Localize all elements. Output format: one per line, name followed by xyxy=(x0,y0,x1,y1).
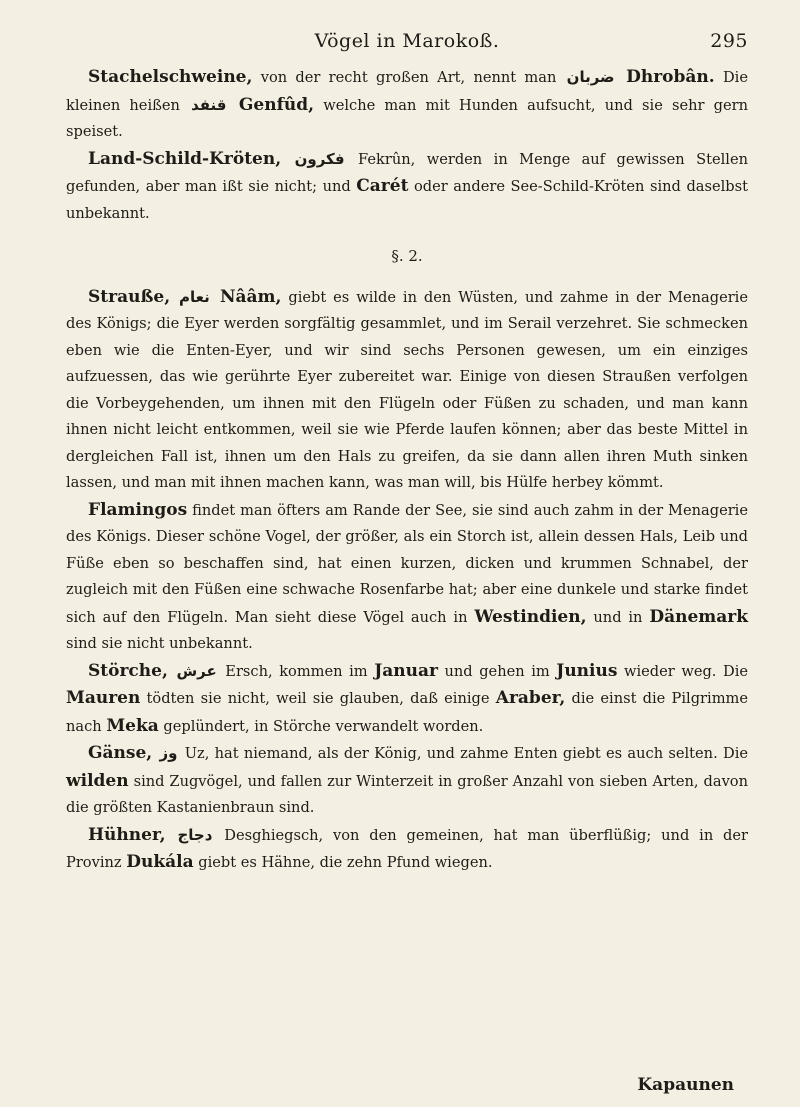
arabic-term: عرش xyxy=(176,661,217,680)
text-run: Die kleinen heißen xyxy=(66,69,748,114)
text-run: sind Zugvögel, und fallen zur Winterzeit in großer Anzahl von sieben Arten, davon die größten Kastanienbraun sind. xyxy=(66,772,748,816)
text-run: wieder weg. Die xyxy=(617,662,749,680)
arabic-term: وز xyxy=(159,744,178,762)
running-header xyxy=(66,30,748,64)
keyword: Carét xyxy=(356,176,409,196)
text-run: die einst die Pilgrimme nach xyxy=(66,690,749,735)
text-run: geplündert, in Störche verwandelt worden. xyxy=(158,717,484,735)
text-run: Desghiegsch, von den gemeinen, hat man überflüßig; und in der Provinz xyxy=(66,826,749,871)
keyword: Hühner, xyxy=(88,824,166,845)
text-run: und gehen im xyxy=(437,662,557,680)
keyword: Flamingos xyxy=(88,499,188,520)
text-run: sind sie nicht unbekannt. xyxy=(66,635,253,652)
keyword: Gänse, xyxy=(88,743,153,763)
page-title: Vögel in Marokoß. xyxy=(314,30,500,52)
keyword: wilden xyxy=(66,770,129,791)
catchword: Kapaunen xyxy=(637,1075,734,1095)
text-run xyxy=(166,827,176,844)
keyword: Mauren xyxy=(66,688,141,708)
paragraph-stoerche xyxy=(66,658,748,741)
text-run: giebt es wilde in den Wüsten, und zahme in der Menagerie des Königs; die Eyer werden sorgfältig gesammlet, und im Serail verzehret. Sie schmecken eben wie die Enten-Eyer, und wir sind sechs Personen gewesen, um ein einziges aufzuessen, das wie gerührte Eyer zubereitet war. Einige von diesen Straußen verfolgen die Vorbeygehenden, um ihnen mit den Flügeln oder Füßen zu schaden, und man kann ihnen nicht leicht entkommen, weil sie wie Pferde laufen können; aber das beste Mittel in dergleichen Fall ist, ihnen um den Hals zu greifen, da sie dann allen ihren Muth sinken lassen, und man mit ihnen machen kann, was man will, bis Hülfe herbey kömmt. xyxy=(66,288,748,491)
keyword: Stachelschweine, xyxy=(88,67,253,87)
body-text xyxy=(66,64,748,877)
arabic-term: ضربان xyxy=(566,68,615,86)
text-run: findet man öfters am Rande der See, sie sind auch zahm in der Menagerie des Königs. Dieser schöne Vogel, der größer, als ein Storch ist, allein dessen Hals, Leib und Füße eben so beschaffen sind, hat einen kurzen, dicken und krummen Schnabel, der zugleich mit den Füßen eine schwache Rosenfarbe hat; aber eine dunkele und starke findet sich auf den Flügeln. Man sieht diese Vögel auch in xyxy=(66,501,748,626)
text-run: und in xyxy=(586,608,650,626)
keyword: Genfûd, xyxy=(228,94,315,115)
text-run xyxy=(281,151,292,168)
paragraph-huehner xyxy=(66,822,748,877)
keyword: Araber, xyxy=(495,688,566,708)
text-run: Ersch, kommen im xyxy=(218,662,375,680)
arabic-term: دجاج xyxy=(177,825,213,844)
keyword: Januar xyxy=(374,660,438,681)
arabic-term: قنفد xyxy=(191,95,227,114)
text-run: Uz, hat niemand, als der König, und zahme Enten giebt es auch selten. Die xyxy=(179,745,748,762)
keyword: Dhrobân. xyxy=(616,67,715,87)
text-run: welche man mit Hunden aufsucht, und sie sehr gern speiset. xyxy=(66,96,749,140)
keyword: Meka xyxy=(106,715,159,736)
paragraph-schildkroeten xyxy=(66,146,748,228)
keyword: Dukála xyxy=(126,852,194,872)
keyword: Land-Schild-Kröten, xyxy=(88,148,282,169)
keyword: Strauße, xyxy=(88,286,171,307)
arabic-term: فكرون xyxy=(294,149,345,168)
text-run: giebt es Hähne, die zehn Pfund wiegen. xyxy=(193,854,493,871)
paragraph-strausse xyxy=(66,284,748,497)
keyword: Westindien, xyxy=(474,606,587,627)
keyword: Nââm, xyxy=(211,286,282,307)
paragraph-stachelschweine xyxy=(66,64,748,146)
page-number: 295 xyxy=(710,30,748,52)
keyword: Störche, xyxy=(88,660,168,681)
keyword: Dänemark xyxy=(649,606,748,627)
paragraph-gaense xyxy=(66,740,748,822)
text-run xyxy=(170,289,177,306)
text-run: tödten sie nicht, weil sie glauben, daß einige xyxy=(140,690,496,707)
text-run: oder andere See-Schild-Kröten sind daselbst unbekannt. xyxy=(66,178,748,222)
arabic-term: نعام xyxy=(179,287,210,306)
text-run: von der recht großen Art, nennt man xyxy=(252,69,565,86)
paragraph-flamingos xyxy=(66,497,748,658)
keyword: Junius xyxy=(556,660,618,681)
text-run: Fekrûn, werden in Menge auf gewissen Stellen gefunden, aber man ißt sie nicht; und xyxy=(66,150,748,195)
section-heading: §. 2. xyxy=(391,247,423,265)
